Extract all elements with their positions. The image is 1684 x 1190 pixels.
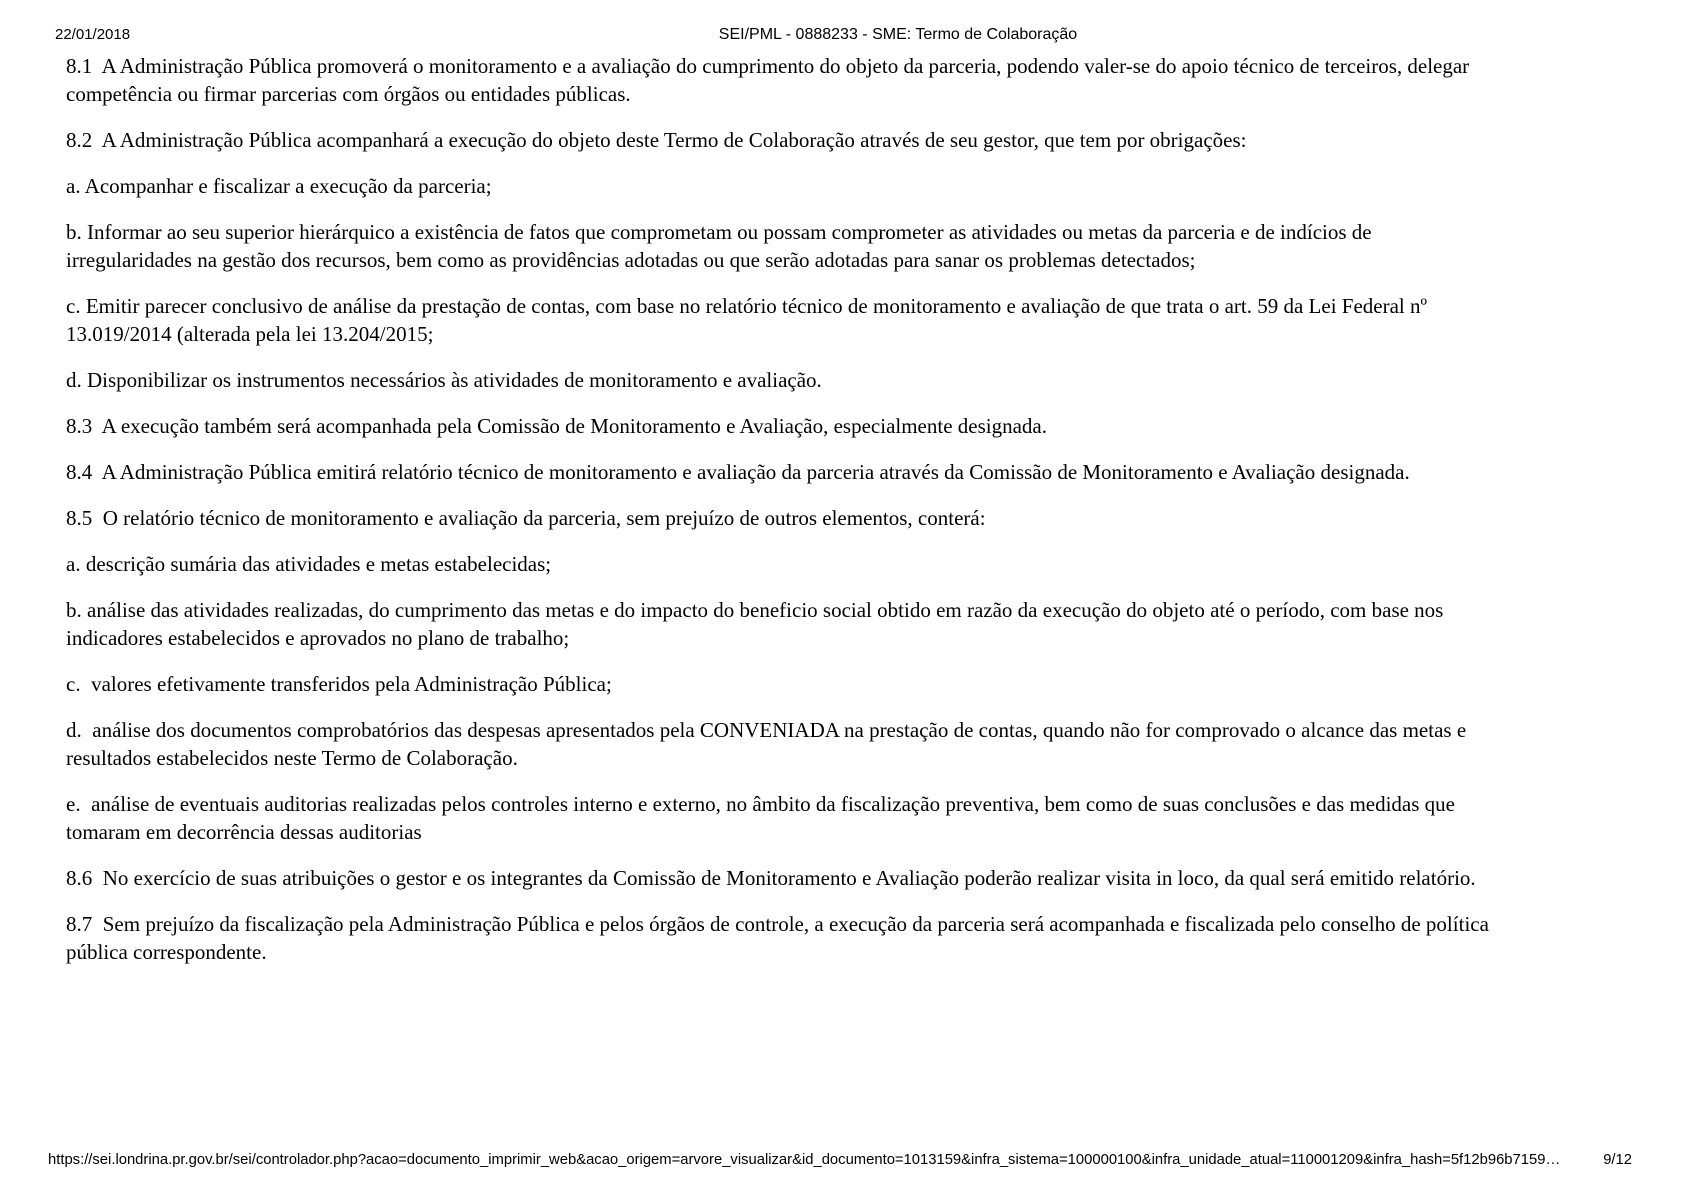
item-8-2-b: b. Informar ao seu superior hierárquico a existência de fatos que comprometam ou possam comprometer as atividades ou metas da parceria e de indícios de irregularidades na gestão dos recursos, bem como as providências adotadas ou que serão adotadas para sanar os problemas detectados; (66, 220, 1377, 272)
clause-8-2: 8.2 A Administração Pública acompanhará a execução do objeto deste Termo de Colaboração através de seu gestor, que tem por obrigações: (66, 128, 1247, 152)
clause-8-5: 8.5 O relatório técnico de monitoramento e avaliação da parceria, sem prejuízo de outros elementos, conterá: (66, 506, 986, 530)
item-8-5-d: d. análise dos documentos comprobatórios das despesas apresentados pela CONVENIADA na prestação de contas, quando não for comprovado o alcance das metas e resultados estabelecidos neste Termo de Colaboração. (66, 718, 1472, 770)
clause-8-3: 8.3 A execução também será acompanhada pela Comissão de Monitoramento e Avaliação, especialmente designada. (66, 414, 1048, 438)
item-8-2-c: c. Emitir parecer conclusivo de análise da prestação de contas, com base no relatório técnico de monitoramento e avaliação de que trata o art. 59 da Lei Federal nº 13.019/2014 (alterada pela lei 13.204/2015; (66, 294, 1433, 346)
item-8-5-a: a. descrição sumária das atividades e metas estabelecidas; (66, 552, 552, 576)
print-header-document-title: SEI/PML - 0888233 - SME: Termo de Colaboração (718, 26, 1078, 43)
item-8-2-d: d. Disponibilizar os instrumentos necessários às atividades de monitoramento e avaliação. (66, 368, 822, 392)
print-footer-page-number: 9/12 (1603, 1152, 1632, 1168)
print-footer-url: https://sei.londrina.pr.gov.br/sei/controlador.php?acao=documento_imprimir_web&acao_origem=arvore_visualizar&id_documento=1013159&infra_sistema=100000100&infra_unidade_atual=110001209&infra_hash=5f12b96b7159… (48, 1152, 1561, 1168)
clause-8-6: 8.6 No exercício de suas atribuições o gestor e os integrantes da Comissão de Monitoramento e Avaliação poderão realizar visita in loco, da qual será emitido relatório. (66, 866, 1476, 890)
item-8-5-e: e. análise de eventuais auditorias realizadas pelos controles interno e externo, no âmbito da fiscalização preventiva, bem como de suas conclusões e das medidas que tomaram em decorrência dessas auditorias (66, 792, 1461, 844)
item-8-5-b: b. análise das atividades realizadas, do cumprimento das metas e do impacto do beneficio social obtido em razão da execução do objeto até o período, com base nos indicadores estabelecidos e aprovados no plano de trabalho; (66, 598, 1449, 650)
item-8-5-c: c. valores efetivamente transferidos pela Administração Pública; (66, 672, 612, 696)
print-footer (48, 1152, 1632, 1168)
clause-8-1: 8.1 A Administração Pública promoverá o monitoramento e a avaliação do cumprimento do objeto da parceria, podendo valer-se do apoio técnico de terceiros, delegar competência ou firmar parcerias com órgãos ou entidades públicas. (66, 54, 1475, 106)
print-header-date: 22/01/2018 (55, 26, 131, 43)
document-body (66, 52, 1502, 984)
item-8-2-a: a. Acompanhar e fiscalizar a execução da parceria; (66, 174, 492, 198)
clause-8-7: 8.7 Sem prejuízo da fiscalização pela Administração Pública e pelos órgãos de controle, a execução da parceria será acompanhada e fiscalizada pelo conselho de política pública correspondente. (66, 912, 1495, 964)
clause-8-4: 8.4 A Administração Pública emitirá relatório técnico de monitoramento e avaliação da parceria através da Comissão de Monitoramento e Avaliação designada. (66, 460, 1410, 484)
